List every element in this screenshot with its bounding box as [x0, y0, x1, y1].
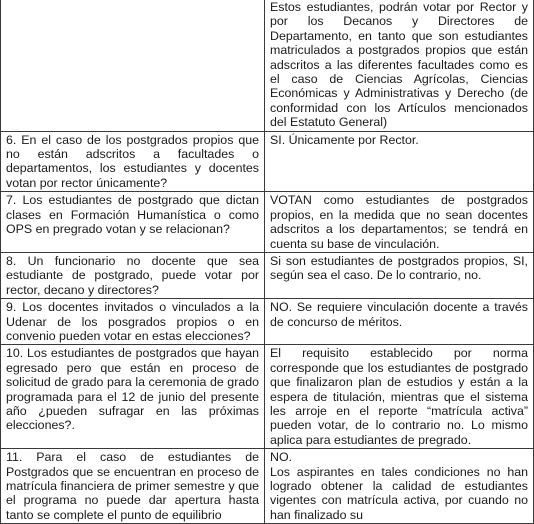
table-row: [1, 449, 534, 524]
question-cell: 8. Un funcionario no docente que sea estudiante de postgrado, puede votar por rector, decano y directores?: [1, 252, 265, 298]
table-row: [1, 0, 534, 131]
answer-paragraph: NO.: [270, 450, 293, 465]
answer-cell: [265, 449, 534, 524]
answer-cell: Si son estudiantes de postgrados propios, SI, según sea el caso. De lo contrario, no.: [265, 252, 534, 298]
answer-cell: NO. Se requiere vinculación docente a través de concurso de méritos.: [265, 299, 534, 345]
table-row: [1, 299, 534, 345]
answer-cell: El requisito establecido por norma corresponde que los estudiantes de postgrado que finalizaron plan de estudios y están a la espera de titulación, mientras que el sistema les arroje en el reporte “matrícula activa” pueden votar, de lo contrario no. Lo mismo aplica para estudiantes de pregrado.: [265, 345, 534, 449]
table-row: [1, 252, 534, 298]
question-cell: 10. Los estudiantes de postgrados que hayan egresado pero que están en proceso de solicitud de grado para la ceremonia de grado programada para el 12 de junio del presente año ¿pueden sufragar en las próximas elecciones?.: [1, 345, 265, 449]
question-cell: 11. Para el caso de estudiantes de Postgrados que se encuentran en proceso de matrícula financiera de primer semestre y que el programa no puede dar apertura hasta tanto se complete el punto de equilibrio: [1, 449, 265, 524]
question-cell: 6. En el caso de los postgrados propios que no están adscritos a facultades o departamentos, los estudiantes y docentes votan por rector únicamente?: [1, 131, 265, 192]
answer-cell: Estos estudiantes, podrán votar por Rector y por los Decanos y Directores de Departamento, en tanto que son estudiantes matriculados a postgrados propios que están adscritos a las diferentes facultades como es el caso de Ciencias Agrícolas, Ciencias Económicas y Administrativas y Derecho (de conformidad con los Artículos mencionados del Estatuto General): [265, 0, 534, 131]
answer-cell: SI. Únicamente por Rector.: [265, 131, 534, 192]
question-cell: 7. Los estudiantes de postgrado que dictan clases en Formación Humanística o como OPS en pregrado votan y se relacionan?: [1, 192, 265, 253]
table-row: [1, 192, 534, 253]
table-row: [1, 131, 534, 192]
answer-cell: VOTAN como estudiantes de postgrados propios, en la medida que no sean docentes adscritos a los departamentos; se tendrá en cuenta su base de vinculación.: [265, 192, 534, 253]
question-cell: [1, 0, 265, 131]
answer-paragraph: Los aspirantes en tales condiciones no han logrado obtener la calidad de estudiantes vigentes con matrícula activa, por cuando no han finalizado su: [270, 464, 528, 522]
question-cell: 9. Los docentes invitados o vinculados a la Udenar de los posgrados propios o en convenio pueden votar en estas elecciones?: [1, 299, 265, 345]
table-row: [1, 345, 534, 449]
